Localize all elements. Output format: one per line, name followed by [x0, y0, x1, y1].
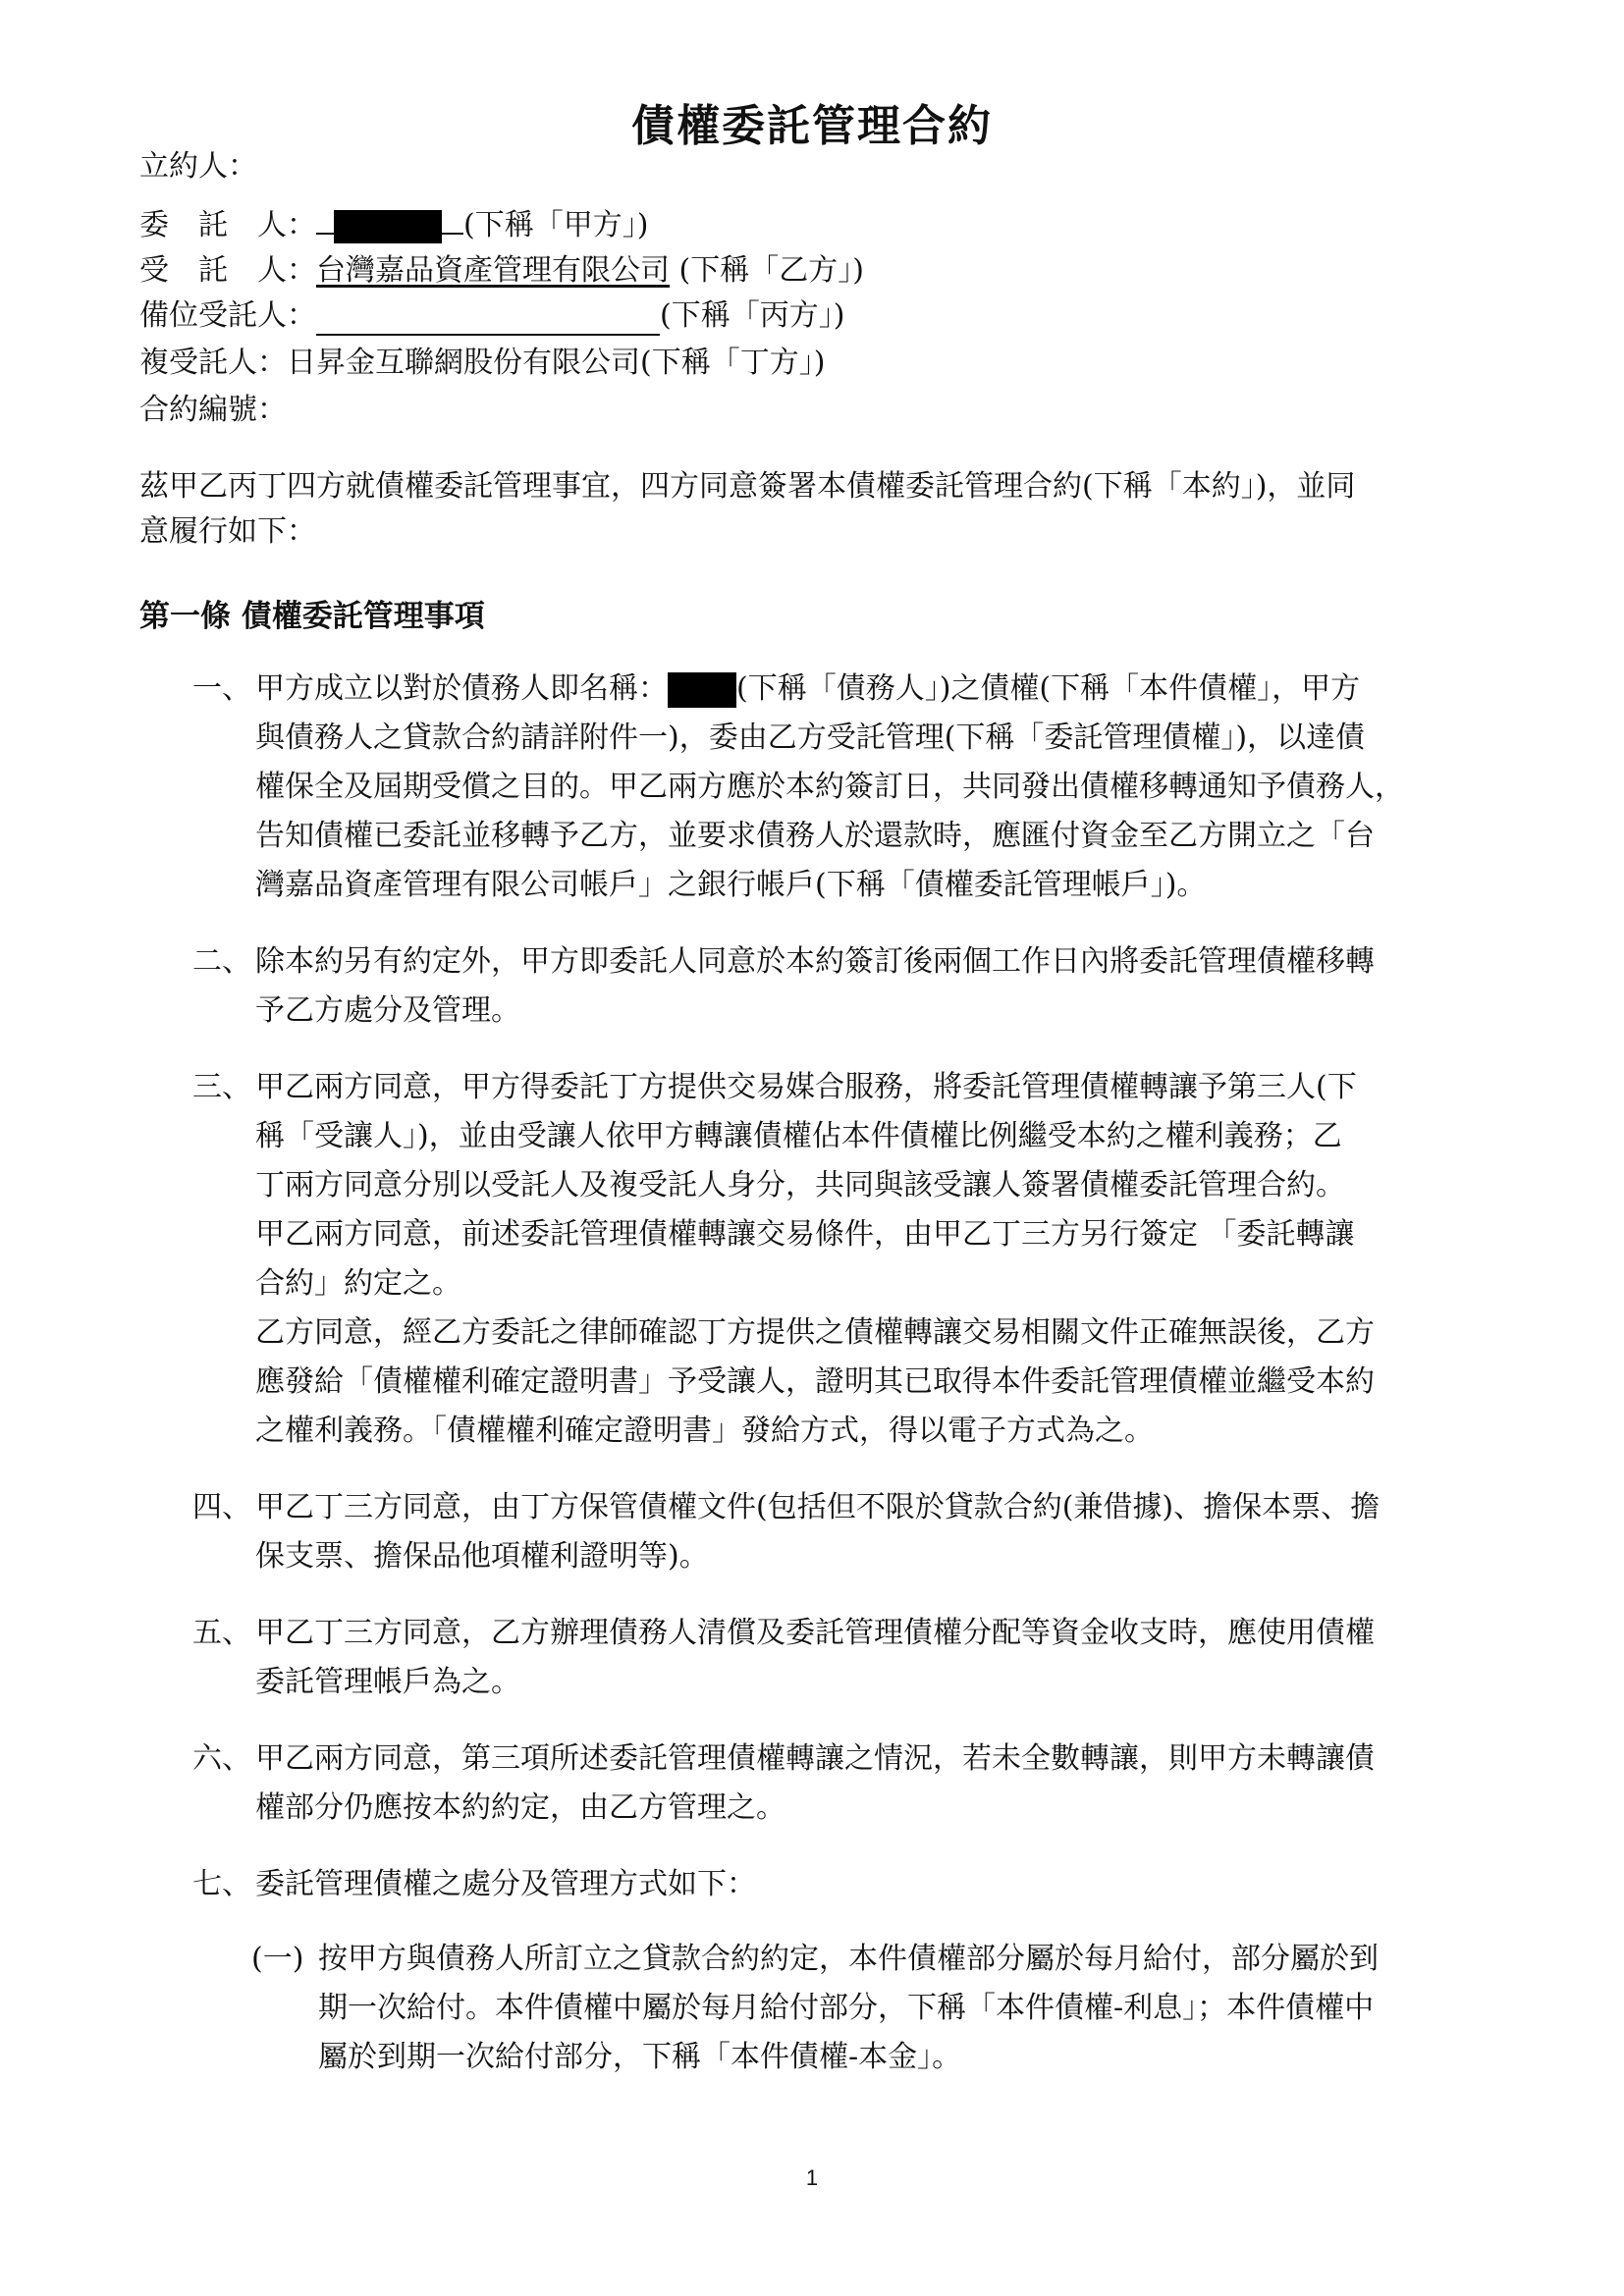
item-line: 甲乙兩方同意，第三項所述委託管理債權轉讓之情況，若未全數轉讓，則甲方未轉讓債	[255, 1741, 1375, 1776]
item-line: 權保全及屆期受償之目的。甲乙兩方應於本約簽訂日，共同發出債權移轉通知予債務人，	[255, 770, 1404, 804]
item-line: 甲乙兩方同意，前述委託管理債權轉讓交易條件，由甲乙丁三方另行簽定 「委託轉讓	[255, 1217, 1355, 1252]
item-line: 與債務人之貸款合約請詳附件一)，委由乙方受託管理(下稱「委託管理債權」)，以達債	[255, 721, 1366, 755]
item-line: 保支票、擔保品他項權利證明等)。	[255, 1539, 709, 1574]
item-line: 甲乙丁三方同意，由丁方保管債權文件(包括但不限於貸款合約(兼借據)、擔保本票、擔	[255, 1490, 1380, 1524]
item-line: 丁兩方同意分別以受託人及複受託人身分，共同與該受讓人簽署債權委託管理合約。	[255, 1168, 1345, 1202]
subitem-line: 期一次給付。本件債權中屬於每月給付部分，下稱「本件債權-利息」；本件債權中	[318, 1991, 1375, 2025]
item-line: 灣嘉品資產管理有限公司帳戶」之銀行帳戶(下稱「債權委託管理帳戶」)。	[255, 868, 1207, 902]
party-trustee-name: 台灣嘉品資產管理有限公司	[316, 253, 670, 288]
item-text: (下稱「債務人」)之債權(下稱「本件債權」，甲方	[736, 671, 1361, 706]
item-line: 之權利義務。「債權權利確定證明書」發給方式，得以電子方式為之。	[255, 1414, 1154, 1448]
item-number: 四、	[192, 1490, 251, 1524]
item-line: 委託管理帳戶為之。	[255, 1665, 520, 1699]
party-trustee-suffix: (下稱「乙方」)	[670, 253, 864, 288]
intro-line: 意履行如下：	[139, 514, 316, 549]
parties-header: 立約人：	[139, 149, 257, 184]
item-number: 五、	[192, 1616, 251, 1650]
underline-blank	[442, 233, 463, 235]
item-number: 七、	[192, 1867, 251, 1901]
redaction-block	[334, 210, 442, 243]
subitem-line: 按甲方與債務人所訂立之貸款合約約定，本件債權部分屬於每月給付，部分屬於到	[318, 1942, 1379, 1976]
party-entrustor-label: 委 託 人：	[139, 208, 316, 242]
item-line: 委託管理債權之處分及管理方式如下：	[255, 1867, 756, 1901]
party-backup-trustee-line	[139, 298, 844, 336]
item-line: 告知債權已委託並移轉予乙方，並要求債務人於還款時，應匯付資金至乙方開立之「台	[255, 819, 1375, 853]
item-number: 二、	[192, 944, 251, 979]
party-trustee-label: 受 託 人：	[139, 253, 316, 288]
item-line: 乙方同意，經乙方委託之律師確認丁方提供之債權轉讓交易相關文件正確無誤後，乙方	[255, 1315, 1375, 1350]
item-line	[255, 671, 1360, 708]
party-backup-trustee-label: 備位受託人：	[139, 298, 316, 333]
item-line: 甲乙兩方同意，甲方得委託丁方提供交易媒合服務，將委託管理債權轉讓予第三人(下	[255, 1070, 1357, 1104]
intro-line: 茲甲乙丙丁四方就債權委託管理事宜，四方同意簽署本債權委託管理合約(下稱「本約」)，並同	[139, 469, 1356, 504]
party-backup-trustee-suffix: (下稱「丙方」)	[660, 298, 845, 333]
page-number: 1	[805, 2165, 819, 2190]
item-line: 予乙方處分及管理。	[255, 993, 520, 1028]
party-trustee-line	[139, 253, 864, 289]
item-line: 除本約另有約定外，甲方即委託人同意於本約簽訂後兩個工作日內將委託管理債權移轉	[255, 944, 1375, 979]
contract-number: 合約編號：	[139, 393, 287, 427]
redaction-block	[668, 672, 736, 708]
underline-blank	[316, 233, 334, 235]
item-number: 一、	[192, 671, 251, 706]
item-line: 權部分仍應按本約約定，由乙方管理之。	[255, 1790, 785, 1825]
item-line: 應發給「債權權利確定證明書」予受讓人，證明其已取得本件委託管理債權並繼受本約	[255, 1364, 1375, 1399]
party-entrustor-line	[139, 208, 648, 243]
article-title: 第一條 債權委託管理事項	[139, 599, 485, 634]
subitem-line: 屬於到期一次給付部分，下稱「本件債權-本金」。	[318, 2040, 962, 2074]
item-line: 甲乙丁三方同意，乙方辦理債務人清償及委託管理債權分配等資金收支時，應使用債權	[255, 1616, 1375, 1650]
party-sub-trustee-line: 複受託人：日昇金互聯網股份有限公司(下稱「丁方」)	[139, 346, 826, 380]
backup-trustee-blank	[316, 298, 660, 336]
subitem-number: (一)	[251, 1942, 304, 1976]
document-title: 債權委託管理合約	[631, 101, 993, 151]
item-line: 稱「受讓人」)，並由受讓人依甲方轉讓債權佔本件債權比例繼受本約之權利義務；乙	[255, 1119, 1342, 1153]
party-entrustor-suffix: (下稱「甲方」)	[463, 208, 649, 242]
item-line: 合約」約定之。	[255, 1266, 461, 1301]
item-number: 六、	[192, 1741, 251, 1776]
item-number: 三、	[192, 1070, 251, 1104]
item-text: 甲方成立以對於債務人即名稱：	[255, 671, 668, 706]
